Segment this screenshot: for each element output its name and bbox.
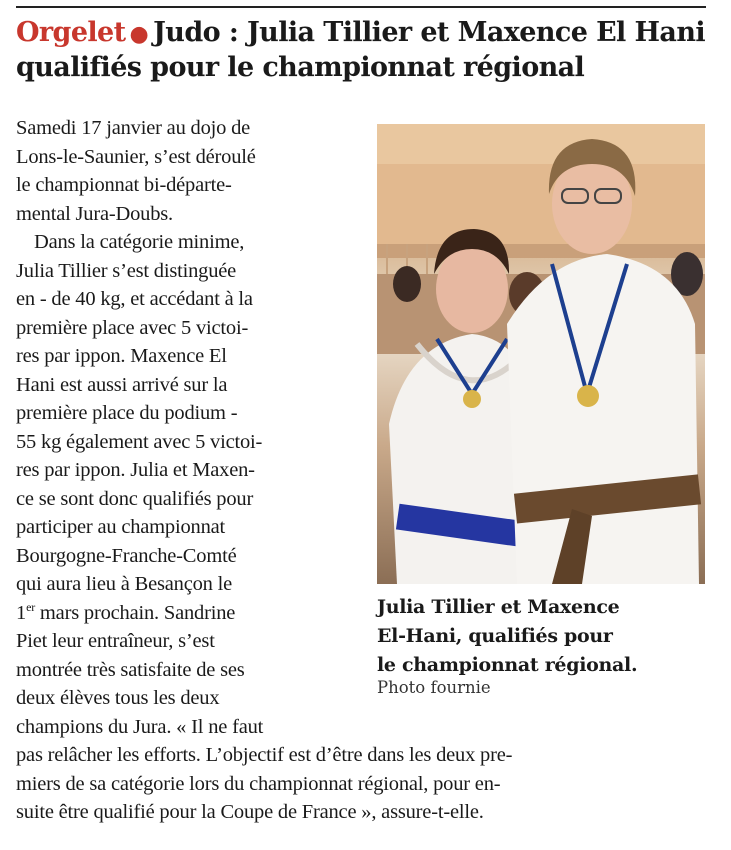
caption-line: le championnat régional. [377, 654, 638, 676]
text-line: première place avec 5 victoi- [16, 316, 249, 339]
text-line: Dans la catégorie minime, [34, 231, 245, 253]
caption-line: Julia Tillier et Maxence [377, 596, 620, 618]
text-line: première place du podium - [16, 402, 238, 424]
text-line: mental Jura-Doubs. [16, 202, 173, 225]
text-line: suite être qualifié pour la Coupe de France », assure-t-elle. [16, 801, 484, 823]
text-line: participer au championnat [16, 516, 226, 538]
text-line: en - de 40 kg, et accédant à la [16, 288, 253, 310]
text-line: res par ippon. Maxence El [16, 345, 227, 367]
text-line: Julia Tillier s’est distinguée [16, 259, 237, 282]
text-line: miers de sa catégorie lors du championnat régional, pour en- [16, 772, 501, 795]
headline-line-1 [16, 16, 716, 51]
top-rule [16, 6, 706, 8]
text-line: deux élèves tous les deux [16, 687, 220, 709]
date-rest: mars prochain. Sandrine [35, 601, 236, 624]
photo-credit: Photo fournie [377, 678, 491, 697]
text-line: montrée très satisfaite de ses [16, 658, 245, 681]
article-continuation [16, 741, 706, 827]
text-line: qui aura lieu à Besançon le [16, 573, 233, 595]
text-line: pas relâcher les efforts. L’objectif est d’être dans les deux pre- [16, 744, 513, 766]
date-number: 1 [16, 601, 27, 624]
article-photo [377, 124, 705, 584]
text-line: Samedi 17 janvier au dojo de [16, 117, 251, 139]
bullet-dot-icon: ● [129, 21, 149, 47]
paragraph-2 [16, 228, 361, 741]
paragraph-continuation [16, 741, 706, 827]
text-line: Bourgogne-Franche-Comté [16, 544, 237, 567]
text-line: res par ippon. Julia et Maxen- [16, 459, 255, 481]
headline [16, 16, 716, 85]
location-label: Orgelet [16, 17, 126, 48]
text-line: champions du Jura. « Il ne faut [16, 715, 264, 738]
text-line [16, 599, 361, 628]
caption-line: El-Hani, qualifiés pour [377, 625, 613, 647]
photo-caption [377, 593, 717, 680]
text-line: le championnat bi-départe- [16, 174, 232, 196]
text-line: Hani est aussi arrivé sur la [16, 373, 228, 396]
headline-text-1: Judo : Julia Tillier et Maxence El Hani [153, 17, 706, 48]
paragraph-1 [16, 114, 361, 228]
text-line: 55 kg également avec 5 victoi- [16, 430, 263, 453]
date-superscript: er [26, 599, 35, 614]
headline-line-2: qualifiés pour le championnat régional [16, 52, 585, 83]
text-line: Lons-le-Saunier, s’est déroulé [16, 145, 256, 168]
text-line: Piet leur entraîneur, s’est [16, 630, 215, 652]
article-column [16, 114, 361, 741]
photo-icon [377, 124, 705, 584]
text-line: ce se sont donc qualifiés pour [16, 487, 254, 510]
